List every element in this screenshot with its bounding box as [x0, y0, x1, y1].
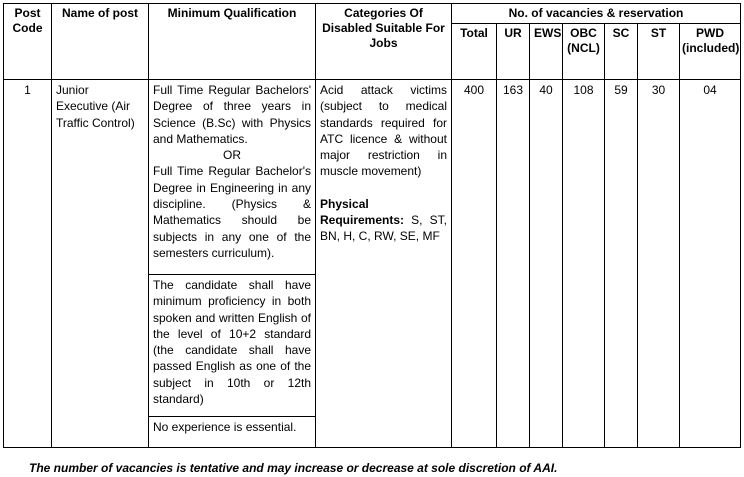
physical-requirements-label: Physical Requirements:	[320, 196, 405, 228]
physical-requirements-value: S, ST, BN, H, C, RW, SE, MF	[320, 213, 447, 244]
cell-st: 30	[638, 80, 680, 448]
cell-name-of-post: Junior Executive (Air Traffic Control)	[52, 80, 149, 448]
header-ur: UR	[497, 24, 530, 80]
header-pwd: PWD (included)	[680, 24, 741, 80]
header-name-of-post: Name of post	[52, 4, 149, 80]
cell-qualification-english: The candidate shall have minimum proficiency in both spoken and written English of the level of 10+2 standard (the candidate shall have passed English as one of the subject in 10th or 12th standard)	[149, 275, 316, 417]
cell-pwd: 04	[680, 80, 741, 448]
cell-qualification-degree	[149, 80, 316, 275]
header-ews: EWS	[530, 24, 563, 80]
cell-sc: 59	[605, 80, 638, 448]
cell-ews: 40	[530, 80, 563, 448]
vacancy-table	[3, 3, 741, 448]
qualification-or: OR	[223, 148, 241, 163]
cell-qualification-experience: No experience is essential.	[149, 417, 316, 448]
categories-text: Acid attack victims (subject to medical standards required for ATC licence & without major restriction in muscle movement)	[320, 83, 447, 179]
footnote: The number of vacancies is tentative and may increase or decrease at sole discretion of AAI.	[29, 461, 558, 475]
header-min-qualification: Minimum Qualification	[149, 4, 316, 80]
header-row-1	[4, 4, 741, 24]
table-row	[4, 80, 741, 275]
qualification-option-1: Full Time Regular Bachelors' Degree of three years in Science (B.Sc) with Physics and Mathematics.	[153, 83, 311, 146]
cell-categories	[316, 80, 452, 448]
cell-total: 400	[452, 80, 497, 448]
cell-obc: 108	[563, 80, 605, 448]
header-total: Total	[452, 24, 497, 80]
header-vacancies: No. of vacancies & reservation	[452, 4, 741, 24]
header-categories: Categories Of Disabled Suitable For Jobs	[316, 4, 452, 80]
cell-ur: 163	[497, 80, 530, 448]
header-obc: OBC (NCL)	[563, 24, 605, 80]
header-sc: SC	[605, 24, 638, 80]
cell-post-code: 1	[4, 80, 52, 448]
header-st: ST	[638, 24, 680, 80]
header-post-code: Post Code	[4, 4, 52, 80]
qualification-option-2: Full Time Regular Bachelor's Degree in Engineering in any discipline. (Physics & Mathematics should be subjects in any one of the semesters curriculum).	[153, 164, 311, 260]
